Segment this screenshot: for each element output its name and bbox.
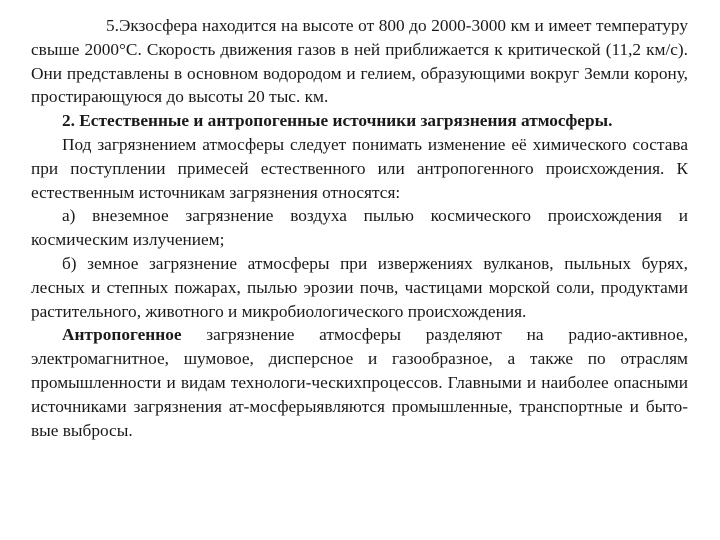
section-heading: 2. Естественные и антропогенные источники загрязнения атмосферы. — [62, 111, 613, 131]
anthropogenic-text: загрязнение атмосферы разделяют на радио-активное, электромагнитное, шумовое, дисперсное и газообразное, а также по отраслям промышленности и видам технологи-ческихпроцессов. Главными и наиболее опасными источниками загрязнения ат-мосферыявляются промышленные, транспортные и быто-вые выбросы. — [31, 325, 688, 440]
list-item-a: а) внеземное загрязнение воздуха пылью космического происхождения и космическим излучением; — [31, 206, 688, 250]
paragraph-exosphere: 5.Экзосфера находится на высоте от 800 до 2000-3000 км и имеет температуру свыше 2000°С. Скорость движения газов в ней приближается к критической (11,2 км/с). Они представлены в основном водородом и гелием, образующими вокруг Земли корону, простирающуюся до высоты 20 тыс. км. — [31, 16, 688, 107]
anthropogenic-lead: Антропогенное — [62, 325, 182, 345]
paragraph-definition: Под загрязнением атмосферы следует понимать изменение её химического состава при поступлении примесей естественного или антропогенного происхождения. К естественным источникам загрязнения относятся: — [31, 134, 688, 202]
paragraph-anthropogenic — [31, 323, 688, 442]
list-item-b: б) земное загрязнение атмосферы при извержениях вулканов, пыльных бурях, лесных и степных пожарах, пылью эрозии почв, частицами морской соли, продуктами растительного, животного и микробиологического происхождения. — [31, 253, 688, 321]
document-page — [31, 14, 688, 442]
